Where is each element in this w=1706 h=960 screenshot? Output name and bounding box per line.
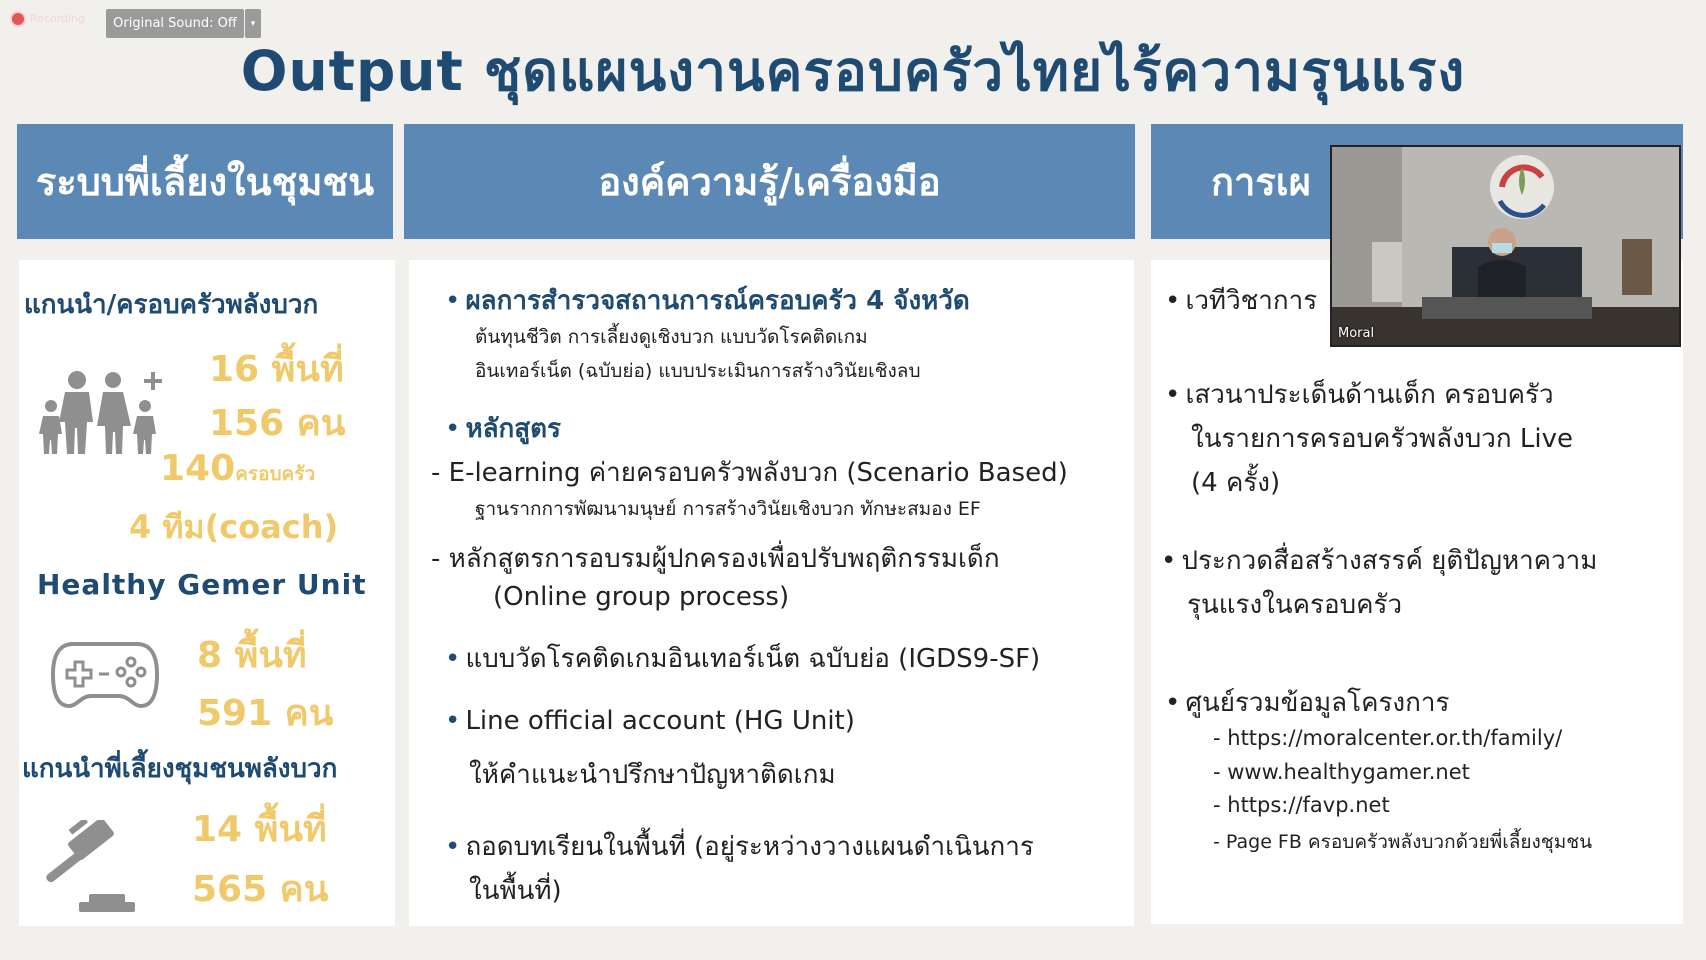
bullet-media-contest-line-1: ประกวดสื่อสร้างสรรค์ ยุติปัญหาความ bbox=[1181, 546, 1598, 576]
seminar-line-3: (4 ครั้ง) bbox=[1191, 468, 1281, 498]
bullet-dot-icon: • bbox=[1165, 688, 1181, 718]
curriculum-item-elearning: - E-learning ค่ายครอบครัวพลังบวก (Scenario Based) bbox=[431, 458, 1068, 488]
participant-name: Moral bbox=[1338, 326, 1375, 341]
bullet-lessons-text: ถอดบทเรียนในพื้นที่ (อยู่ระหว่างวางแผนดำเนินการ bbox=[465, 832, 1034, 862]
curriculum-item-elearning-sub: ฐานรากการพัฒนามนุษย์ การสร้างวินัยเชิงบวก ทักษะสมอง EF bbox=[475, 498, 981, 520]
media-contest-line-2: รุนแรงในครอบครัว bbox=[1187, 590, 1403, 620]
video-feed-image bbox=[1332, 147, 1679, 345]
survey-line-1: ต้นทุนชีวิต การเลี้ยงดูเชิงบวก แบบวัดโรคติดเกม bbox=[475, 326, 868, 348]
bullet-data-center-text: ศูนย์รวมข้อมูลโครงการ bbox=[1185, 688, 1450, 718]
section-healthy-gamer-title: Healthy Gemer Unit bbox=[37, 568, 367, 601]
s2-people: 591 คน bbox=[197, 693, 334, 734]
gavel-icon bbox=[33, 820, 143, 920]
gamepad-icon bbox=[51, 638, 159, 710]
curriculum-item-parent-sub: (Online group process) bbox=[493, 582, 790, 612]
s1-families-number: 140 bbox=[160, 448, 236, 489]
link-favp[interactable]: - https://favp.net bbox=[1213, 793, 1390, 817]
survey-line-2: อินเทอร์เน็ต (ฉบับย่อ) แบบประเมินการสร้างวินัยเชิงลบ bbox=[475, 360, 921, 382]
bullet-line-account bbox=[445, 706, 855, 736]
recording-label: Recording bbox=[30, 12, 86, 25]
bullet-curriculum bbox=[445, 408, 561, 449]
recording-dot-icon bbox=[12, 13, 24, 25]
curriculum-item-parent: - หลักสูตรการอบรมผู้ปกครองเพื่อปรับพฤติกรรมเด็ก bbox=[431, 544, 1000, 574]
header-community-mentor: ระบบพี่เลี้ยงในชุมชน bbox=[17, 124, 393, 239]
bullet-dot-icon: • bbox=[445, 414, 461, 444]
chevron-down-icon: ▾ bbox=[250, 18, 256, 29]
original-sound-button[interactable]: Original Sound: Off bbox=[106, 9, 244, 38]
section-leader-family-title: แกนนำ/ครอบครัวพลังบวก bbox=[24, 290, 319, 320]
bullet-survey-title: ผลการสำรวจสถานการณ์ครอบครัว 4 จังหวัด bbox=[465, 286, 970, 316]
bullet-academic-forum bbox=[1165, 280, 1317, 321]
participant-video[interactable] bbox=[1330, 145, 1681, 347]
section-community-leader-title: แกนนำพี่เลี้ยงชุมชนพลังบวก bbox=[22, 754, 338, 784]
bullet-igds bbox=[445, 638, 1040, 679]
s3-people: 565 คน bbox=[192, 869, 329, 910]
bullet-academic-forum-text: เวทีวิชาการ bbox=[1185, 286, 1318, 316]
bullet-lessons bbox=[445, 826, 1034, 867]
bullet-dot-icon: • bbox=[445, 286, 461, 316]
bullet-igds-text: แบบวัดโรคติดเกมอินเทอร์เน็ต ฉบับย่อ (IGDS9-SF) bbox=[465, 644, 1041, 674]
panel-dissemination bbox=[1151, 260, 1683, 924]
s1-families bbox=[160, 448, 315, 489]
family-icon bbox=[37, 368, 165, 454]
s2-areas: 8 พื้นที่ bbox=[197, 635, 307, 676]
bullet-dot-icon: • bbox=[1165, 286, 1181, 316]
bullet-dot-icon: • bbox=[445, 644, 461, 674]
s1-people: 156 คน bbox=[209, 403, 346, 444]
s1-areas: 16 พื้นที่ bbox=[209, 349, 344, 390]
s1-families-unit: ครอบครัว bbox=[235, 463, 316, 485]
bullet-survey bbox=[445, 280, 970, 321]
bullet-dot-icon: • bbox=[1161, 546, 1177, 576]
link-moralcenter[interactable]: - https://moralcenter.or.th/family/ bbox=[1213, 726, 1563, 750]
bullet-data-center bbox=[1165, 682, 1449, 723]
bullet-line-account-text: Line official account (HG Unit) bbox=[465, 706, 855, 736]
bullet-seminar bbox=[1165, 374, 1554, 415]
seminar-line-2: ในรายการครอบครัวพลังบวก Live bbox=[1191, 424, 1573, 454]
bullet-media-contest bbox=[1161, 540, 1597, 581]
bullet-dot-icon: • bbox=[445, 832, 461, 862]
panel-knowledge-tools bbox=[409, 260, 1134, 926]
s1-teams: 4 ทีม(coach) bbox=[129, 508, 339, 546]
recording-indicator bbox=[12, 12, 85, 25]
bullet-dot-icon: • bbox=[1165, 380, 1181, 410]
bullet-dot-icon: • bbox=[445, 706, 461, 736]
header-dissemination: การเผ bbox=[1151, 124, 1683, 239]
s3-areas: 14 พื้นที่ bbox=[192, 809, 327, 850]
bullet-curriculum-title: หลักสูตร bbox=[465, 414, 561, 444]
slide-title: Output ชุดแผนงานครอบครัวไทยไร้ความรุนแรง bbox=[240, 39, 1466, 103]
lessons-sub: ในพื้นที่) bbox=[469, 876, 562, 906]
panel-community-mentor bbox=[19, 260, 395, 926]
line-account-sub: ให้คำแนะนำปรึกษาปัญหาติดเกม bbox=[469, 760, 836, 790]
bullet-seminar-line-1: เสวนาประเด็นด้านเด็ก ครอบครัว bbox=[1185, 380, 1554, 410]
header-knowledge-tools: องค์ความรู้/เครื่องมือ bbox=[404, 124, 1135, 239]
link-healthygamer[interactable]: - www.healthygamer.net bbox=[1213, 760, 1470, 784]
link-page-fb[interactable]: - Page FB ครอบครัวพลังบวกด้วยพี่เลี้ยงชุมชน bbox=[1213, 831, 1593, 853]
